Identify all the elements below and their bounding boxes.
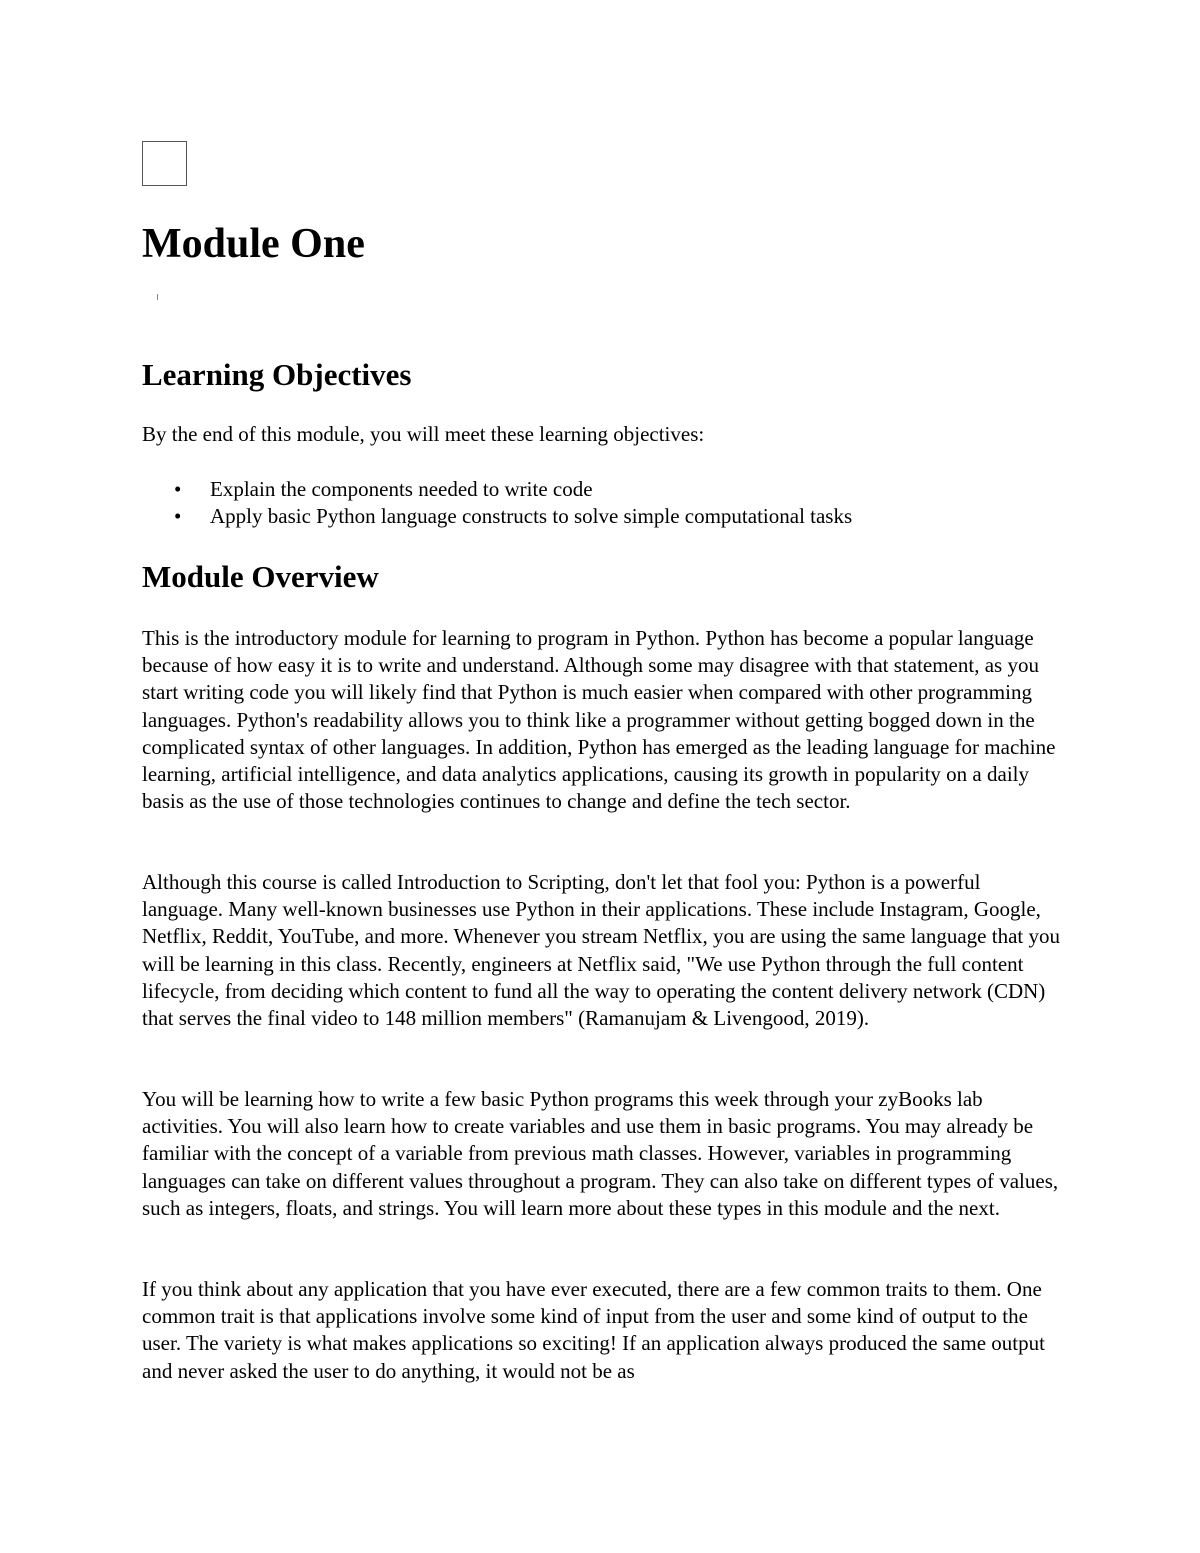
- list-item: [142, 476, 852, 503]
- module-overview-heading: Module Overview: [142, 559, 379, 594]
- objective-text: Apply basic Python language constructs to solve simple computational tasks: [210, 504, 853, 529]
- overview-paragraph: This is the introductory module for learning to program in Python. Python has become a popular language because of how easy it is to write and understand. Although some may disagree with that statement, as you start writing code you will likely find that Python is much easier when compared with other programming languages. Python's readability allows you to think like a programmer without getting bogged down in the complicated syntax of other languages. In addition, Python has emerged as the leading language for machine learning, artificial intelligence, and data analytics applications, causing its growth in popularity on a daily basis as the use of those technologies continues to change and define the tech sector.: [142, 626, 1056, 814]
- bullet-icon: •: [174, 504, 182, 529]
- objectives-list: [142, 476, 852, 530]
- stray-mark: [157, 294, 158, 300]
- overview-paragraph: You will be learning how to write a few basic Python programs this week through your zyBooks lab activities. You will also learn how to create variables and use them in basic programs. You may already be familiar with the concept of a variable from previous math classes. However, variables in programming languages can take on different values throughout a program. They can also take on different types of values, such as integers, floats, and strings. You will learn more about these types in this module and the next.: [142, 1087, 1059, 1220]
- overview-paragraph: Although this course is called Introduction to Scripting, don't let that fool you: Python is a powerful language. Many well-known businesses use Python in their applications. These include Instagram, Google, Netflix, Reddit, YouTube, and more. Whenever you stream Netflix, you are using the same language that you will be learning in this class. Recently, engineers at Netflix said, "We use Python through the full content lifecycle, from deciding which content to fund all the way to operating the content delivery network (CDN) that serves the final video to 148 million members" (Ramanujam & Livengood, 2019).: [142, 870, 1060, 1031]
- list-item: [142, 503, 852, 530]
- bullet-icon: •: [174, 477, 182, 501]
- objectives-intro: By the end of this module, you will meet these learning objectives:: [142, 422, 705, 446]
- learning-objectives-heading: Learning Objectives: [142, 357, 412, 392]
- page-title: Module One: [142, 221, 365, 267]
- objective-text: Explain the components needed to write code: [210, 477, 593, 501]
- image-placeholder: [142, 141, 187, 186]
- overview-paragraph: If you think about any application that you have ever executed, there are a few common traits to them. One common trait is that applications involve some kind of input from the user and some kind of output to the user. The variety is what makes applications so exciting! If an application always produced the same output and never asked the user to do anything, it would not be as: [142, 1277, 1045, 1383]
